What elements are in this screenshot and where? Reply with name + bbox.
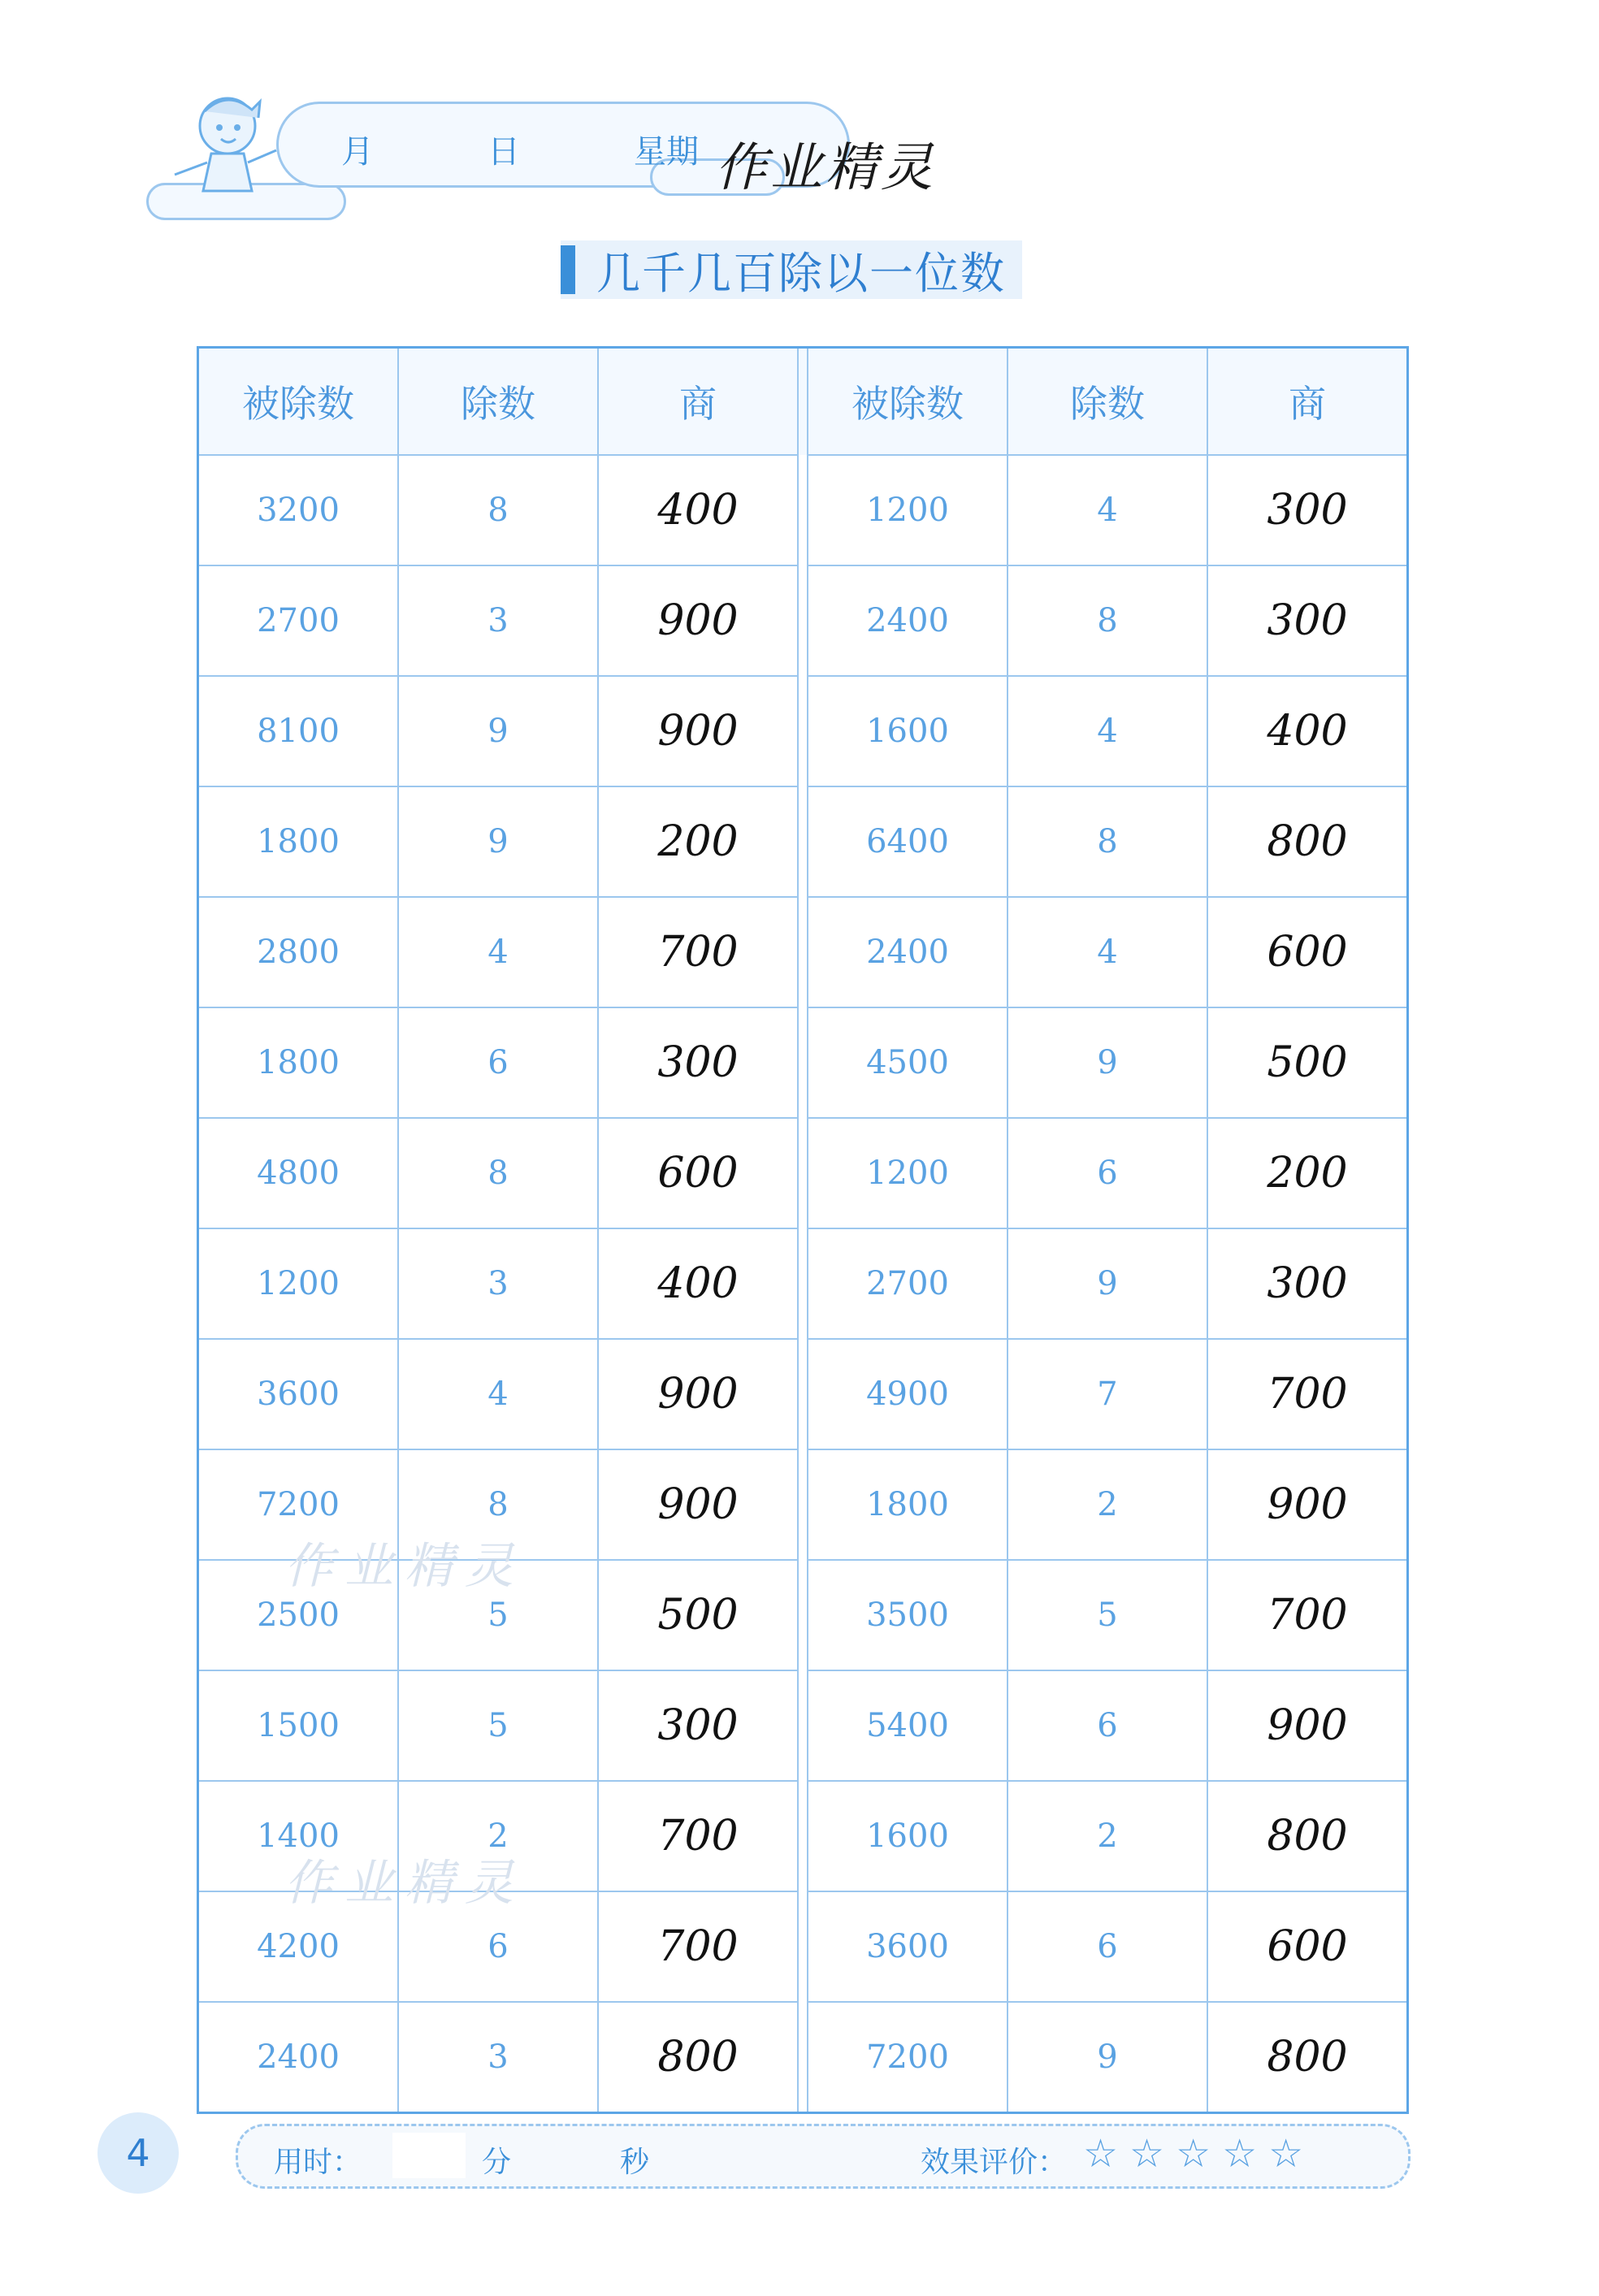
quotient-answer: 900 — [598, 1339, 798, 1449]
dividend-cell: 2500 — [198, 1560, 399, 1670]
divisor-cell: 6 — [1008, 1118, 1207, 1228]
evaluation-label: 效果评价： — [921, 2146, 1068, 2179]
divisor-cell: 2 — [398, 1781, 598, 1891]
divisor-cell: 9 — [1008, 2002, 1207, 2113]
dividend-cell: 2800 — [198, 897, 399, 1007]
day-label: 日 — [488, 133, 520, 171]
divisor-cell: 8 — [1008, 786, 1207, 897]
quotient-answer: 800 — [1207, 1781, 1408, 1891]
table-row — [198, 897, 1408, 1007]
weekday-label: 星期 — [634, 133, 699, 171]
quotient-answer: 900 — [1207, 1670, 1408, 1781]
quotient-answer: 400 — [598, 1228, 798, 1339]
divisor-cell: 6 — [1008, 1670, 1207, 1781]
quotient-answer: 900 — [598, 565, 798, 676]
second-label: 秒 — [620, 2146, 650, 2179]
table-row — [198, 2002, 1408, 2113]
column-separator — [798, 565, 808, 676]
minute-label: 分 — [482, 2146, 512, 2179]
quotient-answer: 800 — [1207, 786, 1408, 897]
header-divisor: 除数 — [398, 348, 598, 456]
month-label: 月 — [341, 133, 374, 171]
dividend-cell: 2400 — [808, 565, 1008, 676]
divisor-cell: 6 — [398, 1891, 598, 2002]
column-separator — [798, 455, 808, 565]
dividend-cell: 4900 — [808, 1339, 1008, 1449]
column-separator — [798, 1007, 808, 1118]
quotient-answer: 600 — [1207, 1891, 1408, 2002]
section-title — [561, 240, 1022, 299]
dividend-cell: 4200 — [198, 1891, 399, 2002]
column-separator — [798, 897, 808, 1007]
time-label: 用时： — [274, 2146, 362, 2179]
dividend-cell: 1800 — [808, 1449, 1008, 1560]
divisor-cell: 3 — [398, 2002, 598, 2113]
quotient-answer: 700 — [1207, 1339, 1408, 1449]
table-row — [198, 676, 1408, 786]
divisor-cell: 4 — [398, 1339, 598, 1449]
quotient-answer: 800 — [1207, 2002, 1408, 2113]
watermark-text: 作业精灵 — [284, 1538, 525, 1595]
quotient-answer: 300 — [598, 1670, 798, 1781]
divisor-cell: 3 — [398, 1228, 598, 1339]
divisor-cell: 4 — [1008, 455, 1207, 565]
page-title: 几千几百除以一位数 — [596, 247, 1006, 299]
brand-handwriting: 作业精灵 — [715, 138, 936, 198]
dividend-cell: 1200 — [808, 1118, 1008, 1228]
quotient-answer: 300 — [1207, 565, 1408, 676]
column-separator — [798, 2002, 808, 2113]
dividend-cell: 1400 — [198, 1781, 399, 1891]
page-footer — [98, 2112, 1414, 2194]
column-separator — [798, 1118, 808, 1228]
table-row — [198, 565, 1408, 676]
dividend-cell: 5400 — [808, 1670, 1008, 1781]
dividend-cell: 6400 — [808, 786, 1008, 897]
divisor-cell: 5 — [398, 1560, 598, 1670]
quotient-answer: 600 — [598, 1118, 798, 1228]
column-separator — [798, 1560, 808, 1670]
watermark-text: 作业精灵 — [284, 1855, 525, 1912]
dividend-cell: 4800 — [198, 1118, 399, 1228]
table-header-row — [198, 348, 1408, 456]
divisor-cell: 3 — [398, 565, 598, 676]
divisor-cell: 2 — [1008, 1449, 1207, 1560]
quotient-answer: 500 — [598, 1560, 798, 1670]
quotient-answer: 400 — [598, 455, 798, 565]
divisor-cell: 2 — [1008, 1781, 1207, 1891]
dividend-cell: 1200 — [198, 1228, 399, 1339]
column-separator — [798, 1891, 808, 2002]
header-divisor: 除数 — [1008, 348, 1207, 456]
dividend-cell: 3600 — [808, 1891, 1008, 2002]
column-separator — [798, 348, 808, 456]
dividend-cell: 1800 — [198, 786, 399, 897]
dividend-cell: 1200 — [808, 455, 1008, 565]
quotient-answer: 200 — [598, 786, 798, 897]
dividend-cell: 3600 — [198, 1339, 399, 1449]
divisor-cell: 5 — [398, 1670, 598, 1781]
quotient-answer: 700 — [598, 1891, 798, 2002]
column-separator — [798, 676, 808, 786]
page-number: 4 — [98, 2112, 179, 2194]
header-quotient: 商 — [598, 348, 798, 456]
dividend-cell: 8100 — [198, 676, 399, 786]
divisor-cell: 8 — [1008, 565, 1207, 676]
minutes-field[interactable] — [392, 2133, 466, 2178]
quotient-answer: 900 — [598, 1449, 798, 1560]
table-row — [198, 786, 1408, 897]
dividend-cell: 2400 — [198, 2002, 399, 2113]
quotient-answer: 700 — [598, 897, 798, 1007]
table-row — [198, 1339, 1408, 1449]
divisor-cell: 8 — [398, 1449, 598, 1560]
quotient-answer: 300 — [1207, 455, 1408, 565]
dividend-cell: 1600 — [808, 676, 1008, 786]
child-mascot-icon — [162, 85, 284, 207]
quotient-answer: 300 — [598, 1007, 798, 1118]
quotient-answer: 900 — [598, 676, 798, 786]
quotient-answer: 200 — [1207, 1118, 1408, 1228]
column-separator — [798, 1228, 808, 1339]
rating-stars[interactable]: ☆☆☆☆☆ — [1083, 2131, 1315, 2177]
column-separator — [798, 1339, 808, 1449]
quotient-answer: 400 — [1207, 676, 1408, 786]
divisor-cell: 9 — [398, 676, 598, 786]
divisor-cell: 6 — [1008, 1891, 1207, 2002]
table-row — [198, 1228, 1408, 1339]
header-dividend: 被除数 — [198, 348, 399, 456]
dividend-cell: 1500 — [198, 1670, 399, 1781]
divisor-cell: 4 — [1008, 676, 1207, 786]
divisor-cell: 9 — [398, 786, 598, 897]
divisor-cell: 7 — [1008, 1339, 1207, 1449]
dividend-cell: 4500 — [808, 1007, 1008, 1118]
dividend-cell: 3200 — [198, 455, 399, 565]
column-separator — [798, 1449, 808, 1560]
quotient-answer: 700 — [1207, 1560, 1408, 1670]
dividend-cell: 1600 — [808, 1781, 1008, 1891]
divisor-cell: 9 — [1008, 1228, 1207, 1339]
dividend-cell: 2400 — [808, 897, 1008, 1007]
quotient-answer: 500 — [1207, 1007, 1408, 1118]
divisor-cell: 4 — [1008, 897, 1207, 1007]
table-row — [198, 455, 1408, 565]
title-accent-bar — [561, 245, 575, 294]
table-row — [198, 1670, 1408, 1781]
table-row — [198, 1118, 1408, 1228]
divisor-cell: 6 — [398, 1007, 598, 1118]
quotient-answer: 600 — [1207, 897, 1408, 1007]
divisor-cell: 9 — [1008, 1007, 1207, 1118]
dividend-cell: 7200 — [808, 2002, 1008, 2113]
quotient-answer: 800 — [598, 2002, 798, 2113]
divisor-cell: 8 — [398, 455, 598, 565]
dividend-cell: 7200 — [198, 1449, 399, 1560]
header-dividend: 被除数 — [808, 348, 1008, 456]
column-separator — [798, 786, 808, 897]
column-separator — [798, 1781, 808, 1891]
divisor-cell: 8 — [398, 1118, 598, 1228]
divisor-cell: 5 — [1008, 1560, 1207, 1670]
dividend-cell: 1800 — [198, 1007, 399, 1118]
quotient-answer: 700 — [598, 1781, 798, 1891]
timing-box — [236, 2124, 1410, 2189]
dividend-cell: 2700 — [808, 1228, 1008, 1339]
dividend-cell: 3500 — [808, 1560, 1008, 1670]
dividend-cell: 2700 — [198, 565, 399, 676]
table-row — [198, 1007, 1408, 1118]
date-fields — [341, 126, 699, 172]
page-header — [146, 77, 959, 215]
quotient-answer: 300 — [1207, 1228, 1408, 1339]
column-separator — [798, 1670, 808, 1781]
header-quotient: 商 — [1207, 348, 1408, 456]
divisor-cell: 4 — [398, 897, 598, 1007]
quotient-answer: 900 — [1207, 1449, 1408, 1560]
